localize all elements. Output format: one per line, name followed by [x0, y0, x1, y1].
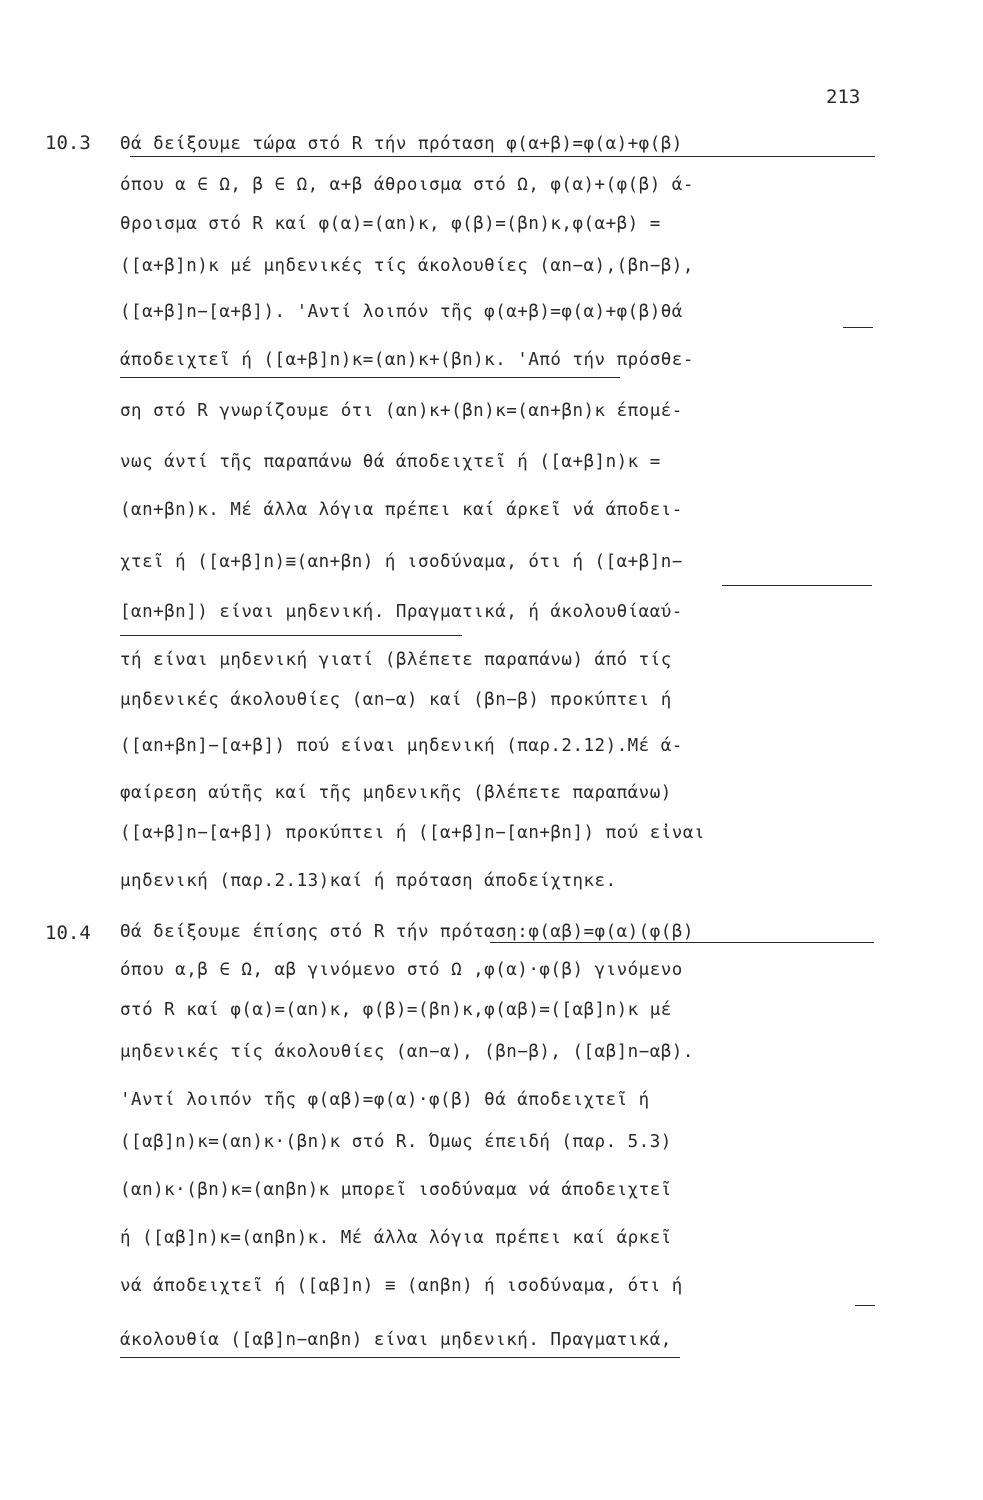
text-line: ή ([αβ]n)κ=(αnβn)κ. Μέ άλλα λόγια πρέπει καί άρκεῖ — [120, 1228, 672, 1248]
text-line: όπου α,β ∈ Ω, αβ γινόμενο στό Ω ,φ(α)·φ(β) γινόμενο — [120, 960, 683, 980]
text-line: ση στό R γνωρίζουμε ότι (αn)κ+(βn)κ=(αn+βn)κ έπομέ- — [120, 401, 683, 421]
text-line: στό R καί φ(α)=(αn)κ, φ(β)=(βn)κ,φ(αβ)=([αβ]n)κ μέ — [120, 1000, 672, 1020]
text-line: όπου α ∈ Ω, β ∈ Ω, α+β άθροισμα στό Ω, φ(α)+(φ(β) ά- — [120, 175, 694, 195]
text-line: [αn+βn]) είναι μηδενική. Πραγματικά, ή άκολουθίααύ- — [120, 602, 683, 622]
text-line: ([α+β]n)κ μέ μηδενικές τίς άκολουθίες (αn−α),(βn−β), — [120, 256, 694, 276]
underline-rule — [120, 635, 462, 636]
section-number: 10.3 — [45, 132, 91, 154]
underline-rule — [130, 156, 875, 157]
underline-rule — [855, 1305, 875, 1306]
section-number: 10.4 — [45, 922, 91, 944]
text-line: άκολουθία ([αβ]n−αnβn) είναι μηδενική. Πραγματικά, — [120, 1330, 672, 1350]
text-line: νά άποδειχτεῖ ή ([αβ]n) ≡ (αnβn) ή ισοδύναμα, ότι ή — [120, 1276, 683, 1296]
text-line: (αn)κ·(βn)κ=(αnβn)κ μπορεῖ ισοδύναμα νά άποδειχτεῖ — [120, 1180, 672, 1200]
text-line: χτεῖ ή ([α+β]n)≡(αn+βn) ή ισοδύναμα, ότι ή ([α+β]n− — [120, 552, 683, 572]
text-line: (αn+βn)κ. Μέ άλλα λόγια πρέπει καί άρκεῖ νά άποδει- — [120, 500, 683, 520]
underline-rule — [120, 377, 620, 378]
text-line: ([α+β]n−[α+β]). 'Αντί λοιπόν τῆς φ(α+β)=φ(α)+φ(β)θά — [120, 302, 683, 322]
text-line: ([αβ]n)κ=(αn)κ·(βn)κ στό R. Όμως έπειδή (παρ. 5.3) — [120, 1132, 672, 1152]
text-line: ([α+β]n−[α+β]) προκύπτει ή ([α+β]n−[αn+βn]) πού εἶναι — [120, 823, 705, 843]
text-line: 'Αντί λοιπόν τῆς φ(αβ)=φ(α)·φ(β) θά άποδειχτεῖ ή — [120, 1090, 650, 1110]
text-line: ([αn+βn]−[α+β]) πού είναι μηδενική (παρ.2.12).Μέ ά- — [120, 736, 683, 756]
underline-rule — [722, 585, 872, 586]
underline-rule — [843, 327, 873, 328]
text-line: Θά δείξουμε έπίσης στό R τήν πρόταση:φ(αβ)=φ(α)(φ(β) — [120, 922, 694, 942]
text-line: Θά δείξουμε τώρα στό R τήν πρόταση φ(α+β)=φ(α)+φ(β) — [120, 134, 683, 154]
text-line: νως άντί τῆς παραπάνω θά άποδειχτεῖ ή ([α+β]n)κ = — [120, 452, 661, 472]
text-line: μηδενική (παρ.2.13)καί ή πρόταση άποδείχτηκε. — [120, 871, 617, 891]
text-line: μηδενικές τίς άκολουθίες (αn−α), (βn−β), ([αβ]n−αβ). — [120, 1042, 694, 1062]
text-line: θροισμα στό R καί φ(α)=(αn)κ, φ(β)=(βn)κ,φ(α+β) = — [120, 214, 661, 234]
page-number: 213 — [826, 86, 861, 108]
underline-rule — [120, 1357, 680, 1358]
text-line: φαίρεση αύτῆς καί τῆς μηδενικῆς (βλέπετε παραπάνω) — [120, 783, 672, 803]
text-line: μηδενικές άκολουθίες (αn−α) καί (βn−β) προκύπτει ή — [120, 690, 672, 710]
text-line: τή είναι μηδενική γιατί (βλέπετε παραπάνω) άπό τίς — [120, 650, 672, 670]
text-line: άποδειχτεῖ ή ([α+β]n)κ=(αn)κ+(βn)κ. 'Από τήν πρόσθε- — [120, 350, 694, 370]
underline-rule — [490, 942, 874, 943]
